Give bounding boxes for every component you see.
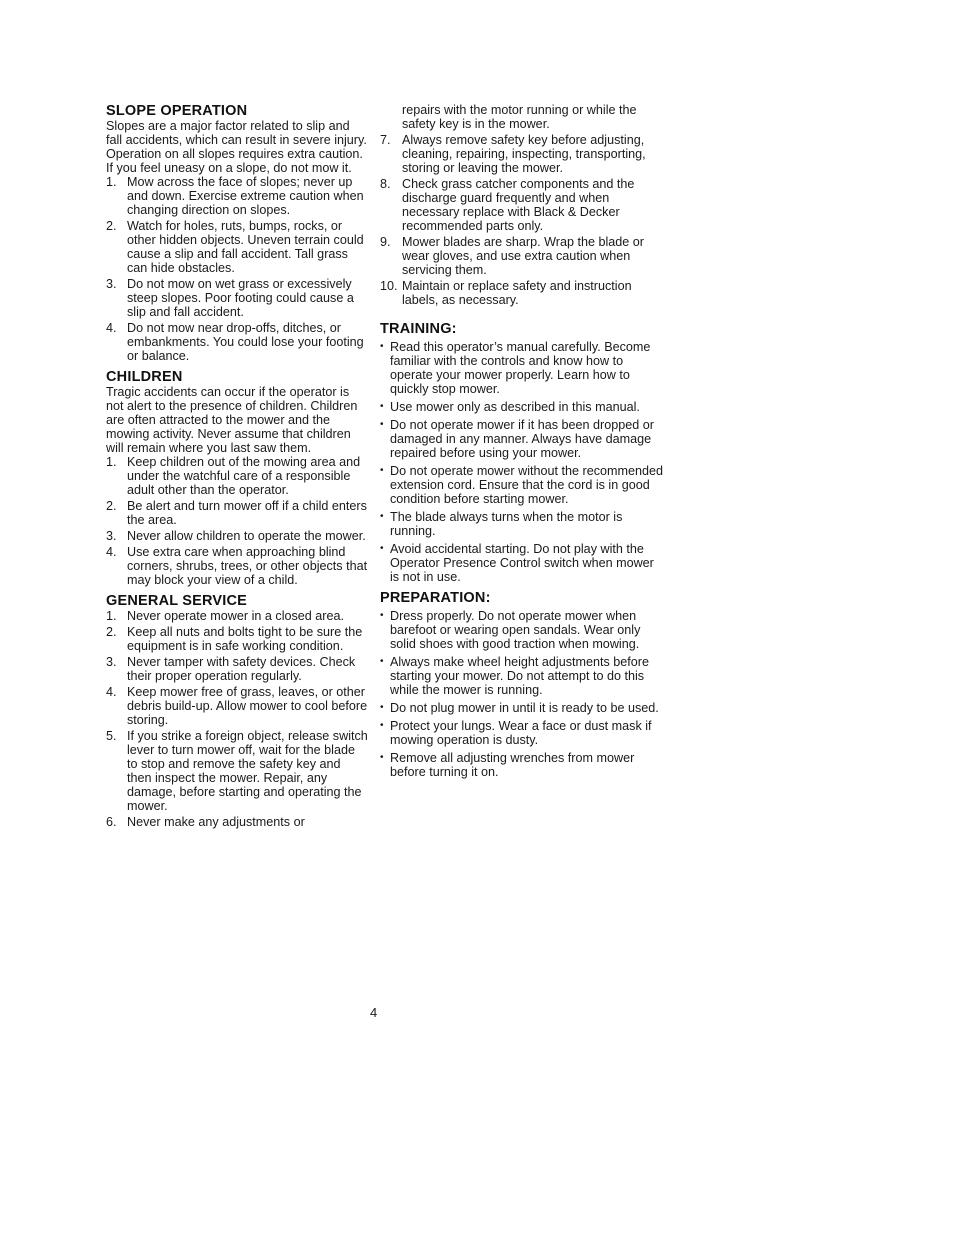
list-item: 2. Watch for holes, ruts, bumps, rocks, or other hidden objects. Uneven terrain could cause a slip and fall accident. Tall grass can hide obstacles. xyxy=(106,219,364,275)
list-item: • Use mower only as described in this manual. xyxy=(380,400,666,414)
list-item: • Always make wheel height adjustments before starting your mower. Do not attempt to do this while the mower is running. xyxy=(380,655,666,697)
slope-operation-list xyxy=(106,175,368,363)
left-column xyxy=(106,103,368,835)
list-item: 3. Do not mow on wet grass or excessively steep slopes. Poor footing could cause a slip and fall accident. xyxy=(106,277,354,319)
slope-operation-heading: SLOPE OPERATION xyxy=(106,103,248,119)
list-item: 1. Mow across the face of slopes; never up and down. Exercise extreme caution when changing direction on slopes. xyxy=(106,175,364,217)
list-item: 4. Use extra care when approaching blind corners, shrubs, trees, or other objects that may block your view of a child. xyxy=(106,545,368,587)
list-item: • Dress properly. Do not operate mower when barefoot or wearing open sandals. Wear only solid shoes with good traction when mowing. xyxy=(380,609,666,651)
preparation-heading: PREPARATION: xyxy=(380,590,491,606)
general-service-section xyxy=(106,593,368,829)
list-item: • The blade always turns when the motor is running. xyxy=(380,510,666,538)
children-intro: Tragic accidents can occur if the operator is not alert to the presence of children. Children are often attracted to the mower and the mowing activity. Never assume that children will remain where you last saw them. xyxy=(106,385,358,455)
list-item: • Avoid accidental starting. Do not play with the Operator Presence Control switch when mower is not in use. xyxy=(380,542,666,584)
list-item: 8. Check grass catcher components and the discharge guard frequently and when necessary replace with Black & Decker recommended parts only. xyxy=(380,177,635,233)
list-item: 2. Keep all nuts and bolts tight to be sure the equipment is in safe working condition. xyxy=(106,625,363,653)
right-column xyxy=(380,103,666,785)
list-item: 4. Keep mower free of grass, leaves, or other debris build-up. Allow mower to cool before storing. xyxy=(106,685,368,727)
children-heading: CHILDREN xyxy=(106,369,183,385)
slope-operation-section xyxy=(106,103,368,363)
list-item: 5. If you strike a foreign object, release switch lever to turn mower off, wait for the blade to stop and remove the safety key and then inspect the mower. Repair, any damage, before starting and operating the mower. xyxy=(106,729,368,813)
list-item: • Remove all adjusting wrenches from mower before turning it on. xyxy=(380,751,666,779)
page-number: 4 xyxy=(370,1005,378,1020)
list-item: • Do not operate mower if it has been dropped or damaged in any manner. Always have damage repaired before using your mower. xyxy=(380,418,666,460)
general-service-list-continued xyxy=(380,133,666,307)
general-service-heading: GENERAL SERVICE xyxy=(106,593,248,609)
children-list xyxy=(106,455,368,587)
training-heading: TRAINING: xyxy=(380,321,457,337)
list-item: 1. Keep children out of the mowing area and under the watchful care of a responsible adult other than the operator. xyxy=(106,455,361,497)
list-item: 10. Maintain or replace safety and instruction labels, as necessary. xyxy=(380,279,632,307)
training-list xyxy=(380,340,666,584)
list-item: 6. Never make any adjustments or xyxy=(106,815,305,829)
list-item: 2. Be alert and turn mower off if a child enters the area. xyxy=(106,499,367,527)
list-item: 4. Do not mow near drop-offs, ditches, or embankments. You could lose your footing or balance. xyxy=(106,321,364,363)
list-item: • Do not operate mower without the recommended extension cord. Ensure that the cord is in good condition before starting mower. xyxy=(380,464,666,506)
list-item: 7. Always remove safety key before adjusting, cleaning, repairing, inspecting, transporting, storing or leaving the mower. xyxy=(380,133,646,175)
training-section xyxy=(380,321,666,584)
preparation-list xyxy=(380,609,666,779)
children-section xyxy=(106,369,368,587)
list-item: • Read this operator’s manual carefully. Become familiar with the controls and know how to operate your mower properly. Learn how to quickly stop mower. xyxy=(380,340,666,396)
list-item: 3. Never tamper with safety devices. Check their proper operation regularly. xyxy=(106,655,356,683)
general-service-continued xyxy=(380,103,666,307)
preparation-section xyxy=(380,590,666,779)
list-item: 1. Never operate mower in a closed area. xyxy=(106,609,345,623)
list-item: 9. Mower blades are sharp. Wrap the blade or wear gloves, and use extra caution when servicing them. xyxy=(380,235,644,277)
list-item: • Protect your lungs. Wear a face or dust mask if mowing operation is dusty. xyxy=(380,719,666,747)
slope-operation-intro: Slopes are a major factor related to slip and fall accidents, which can result in severe injury. Operation on all slopes requires extra caution. If you feel uneasy on a slope, do not mow it. xyxy=(106,119,367,175)
list-item: 3. Never allow children to operate the mower. xyxy=(106,529,366,543)
general-service-continuation: repairs with the motor running or while the safety key is in the mower. xyxy=(402,103,637,131)
list-item: • Do not plug mower in until it is ready to be used. xyxy=(380,701,666,715)
general-service-list xyxy=(106,609,368,829)
